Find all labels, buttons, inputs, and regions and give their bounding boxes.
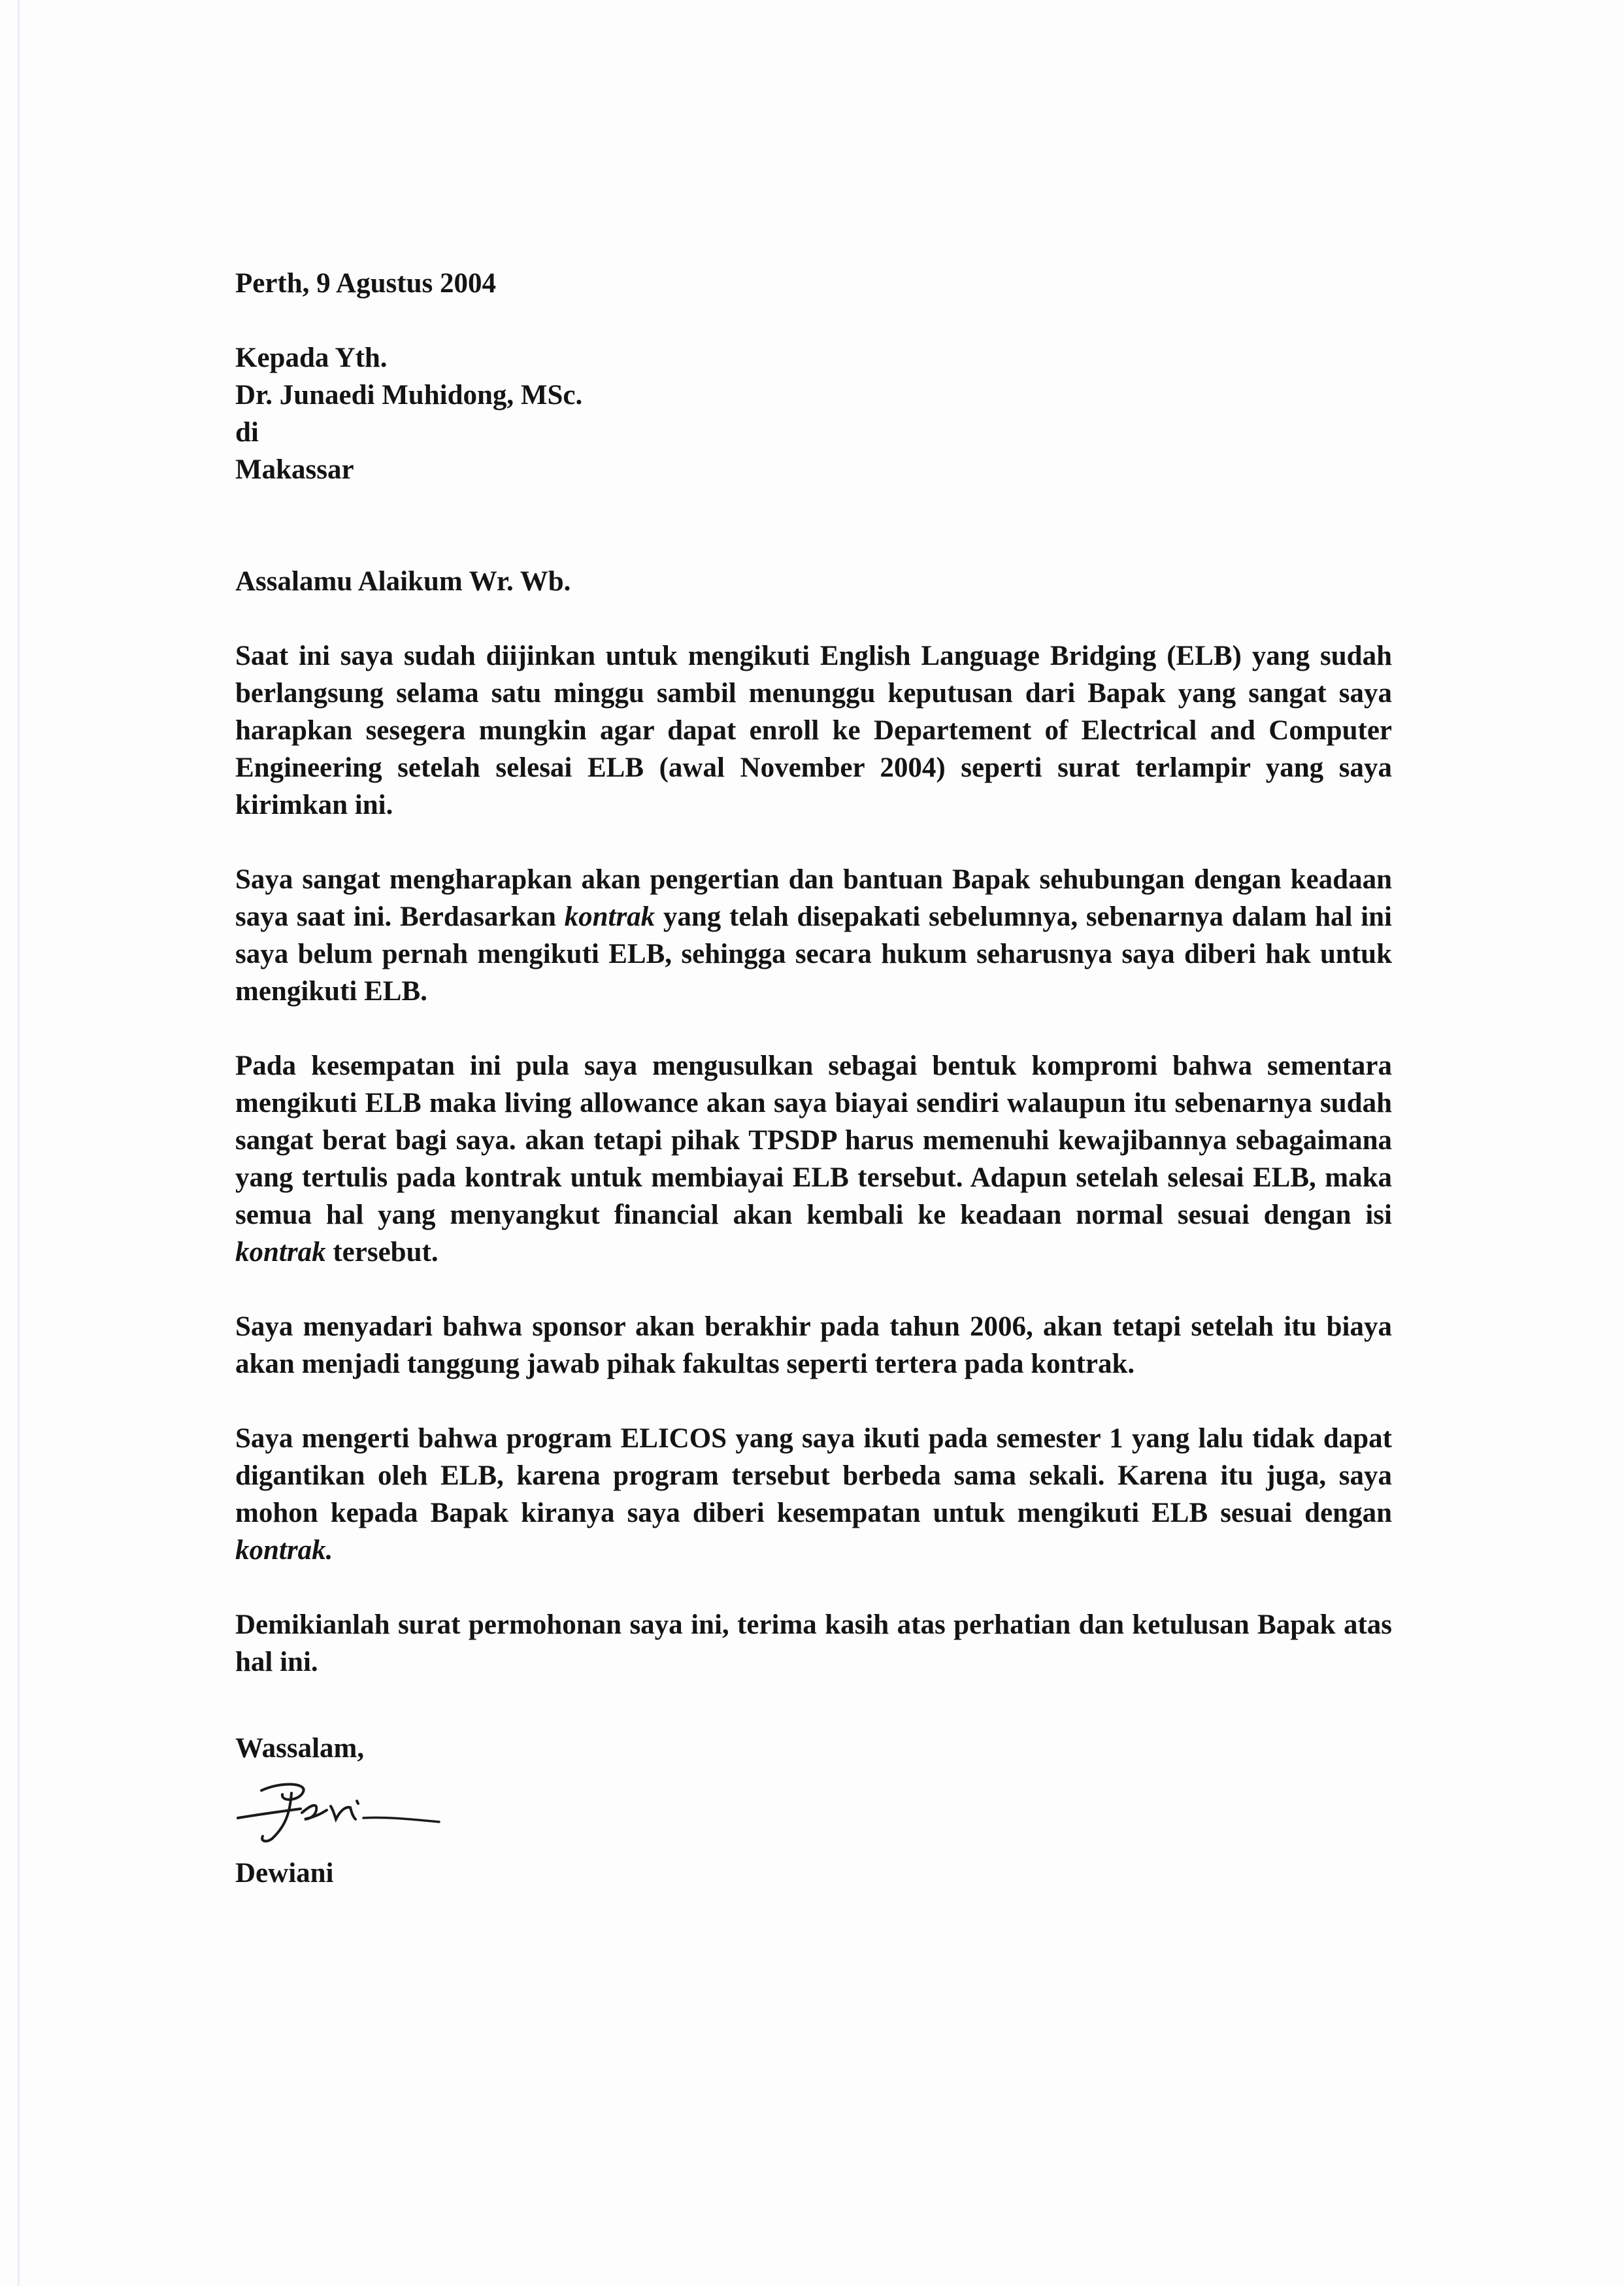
recipient-name: Dr. Junaedi Muhidong, MSc. [235, 380, 583, 411]
greeting: Assalamu Alaikum Wr. Wb. [235, 566, 571, 597]
spacer [235, 1718, 1392, 1730]
paragraph-3 [235, 1047, 1392, 1271]
handwritten-signature [235, 1776, 444, 1848]
paragraph-2 [235, 861, 1392, 1010]
date-line: Perth, 9 Agustus 2004 [235, 268, 496, 299]
paragraph-6-text: Demikianlah surat permohonan saya ini, terima kasih atas perhatian dan ketulusan Bapak atas hal ini. [235, 1609, 1392, 1677]
recipient-salutation: Kepada Yth. [235, 343, 388, 373]
paragraph-1 [235, 637, 1392, 824]
spacer [235, 600, 1392, 637]
letter-body [235, 265, 1392, 1892]
recipient-preposition: di [235, 417, 259, 448]
spacer [235, 488, 1392, 563]
recipient-city: Makassar [235, 454, 354, 485]
signer-name: Dewiani [235, 1858, 334, 1889]
paragraph-2-text-a: Saya sangat mengharapkan akan pengertian dan bantuan Bapak sehubungan dengan keadaan saya saat ini. Berdasarkan [235, 864, 1392, 932]
paragraph-1-text: Saat ini saya sudah diijinkan untuk mengikuti English Language Bridging (ELB) yang sudah berlangsung selama satu minggu sambil menunggu keputusan dari Bapak yang sangat saya harapkan sesegera mungkin agar dapat enroll ke Departement of Electrical and Computer Engineering setelah selesai ELB (awal November 2004) seperti surat terlampir yang saya kirimkan ini. [235, 641, 1392, 820]
closing: Wassalam, [235, 1733, 365, 1764]
scan-edge-artifact [17, 0, 20, 2286]
recipient-block [235, 339, 1392, 488]
paragraph-2-text-b: yang telah disepakati sebelumnya, sebenarnya dalam hal ini saya belum pernah mengikuti ELB, sehingga secara hukum seharusnya saya diberi hak untuk mengikuti ELB. [235, 901, 1392, 1007]
paragraph-3-text-a: Pada kesempatan ini pula saya mengusulkan sebagai bentuk kompromi bahwa sementara mengikuti ELB maka living allowance akan saya biayai sendiri walaupun itu sebenarnya sudah sangat berat bagi saya. akan tetapi pihak TPSDP harus memenuhi kewajibannya sebagaimana yang tertulis pada kontrak untuk membiayai ELB tersebut. Adapun setelah selesai ELB, maka semua hal yang menyangkut financial akan kembali ke keadaan normal sesuai dengan isi [235, 1051, 1392, 1230]
paragraph-4-text: Saya menyadari bahwa sponsor akan berakhir pada tahun 2006, akan tetapi setelah itu biaya akan menjadi tanggung jawab pihak fakultas seperti tertera pada kontrak. [235, 1311, 1392, 1379]
spacer [235, 302, 1392, 339]
paragraph-2-keyword: kontrak [564, 901, 655, 932]
paragraph-3-text-b: tersebut. [333, 1237, 439, 1268]
paragraph-4 [235, 1308, 1392, 1383]
paragraph-3-keyword: kontrak [235, 1237, 326, 1268]
paragraph-6 [235, 1606, 1392, 1681]
paragraph-5 [235, 1420, 1392, 1569]
paragraph-5-keyword: kontrak. [235, 1535, 333, 1566]
paragraph-5-text-a: Saya mengerti bahwa program ELICOS yang saya ikuti pada semester 1 yang lalu tidak dapat digantikan oleh ELB, karena program tersebut berbeda sama sekali. Karena itu juga, saya mohon kepada Bapak kiranya saya diberi kesempatan untuk mengikuti ELB sesuai dengan [235, 1423, 1392, 1528]
